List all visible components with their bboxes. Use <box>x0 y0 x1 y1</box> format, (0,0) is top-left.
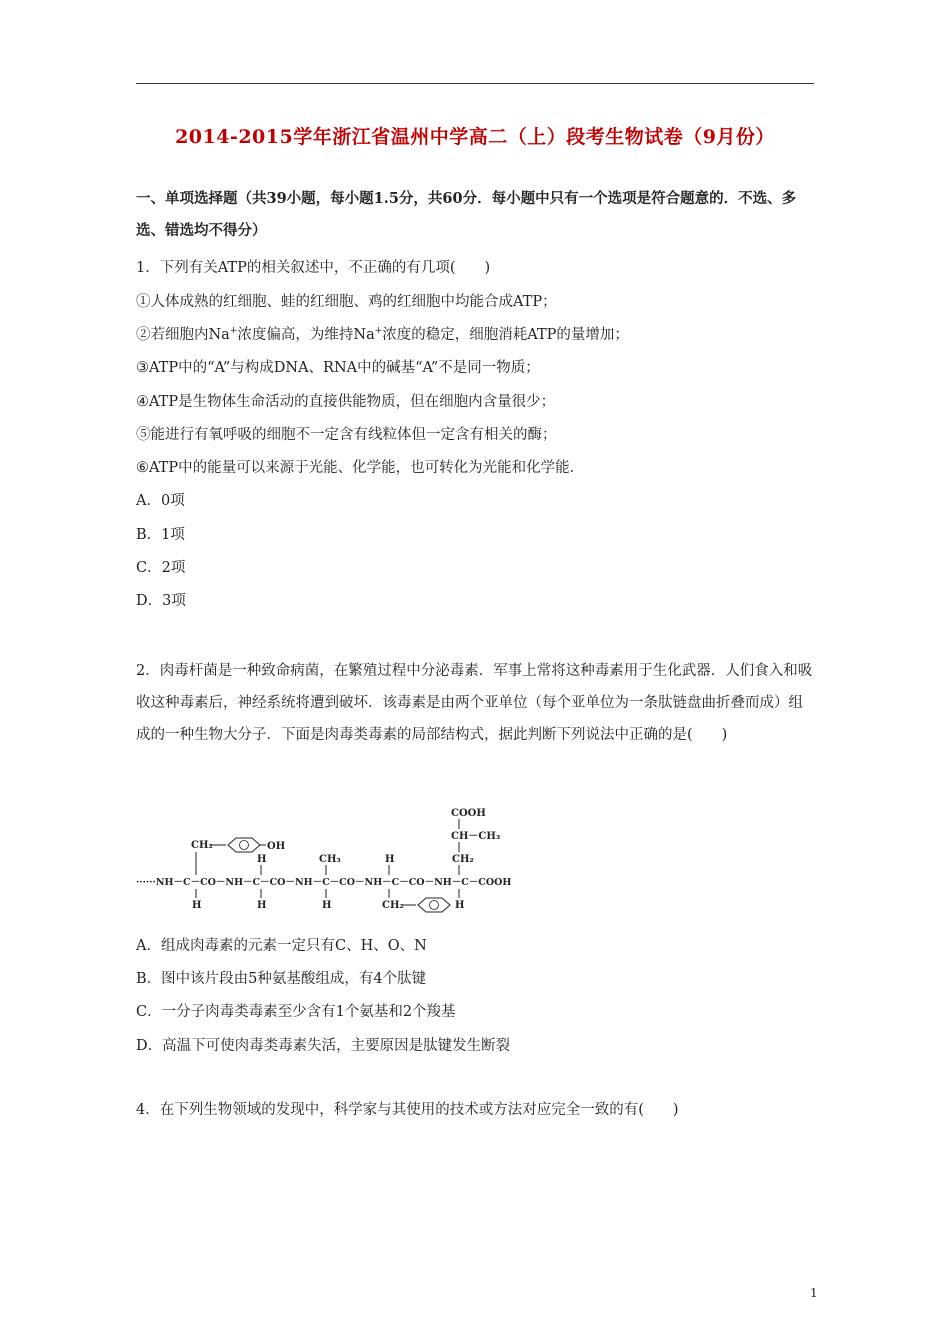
q1-option-a: A．0项 <box>136 493 185 509</box>
formula-main-chain: ······NH－C－CO－NH－C－CO－NH－C－CO－NH－C－CO－NH－C－COOH <box>136 877 512 888</box>
page-number: 1 <box>810 1286 818 1300</box>
formula-h-5-bottom: H <box>455 900 465 911</box>
q2-option-a: A．组成肉毒素的元素一定只有C、H、O、N <box>136 938 427 954</box>
q4-stem: 4．在下列生物领域的发现中，科学家与其使用的技术或方法对应完全一致的有( ) <box>136 1102 679 1118</box>
formula-r1-ch2: CH₂ <box>191 840 213 851</box>
formula-h-2-bottom: H <box>257 900 267 911</box>
q1-statement-4: ④ATP是生物体生命活动的直接供能物质，但在细胞内含量很少； <box>136 394 556 410</box>
q1-stem: 1．下列有关ATP的相关叙述中，不正确的有几项( ) <box>136 260 491 276</box>
q1-statement-3: ③ATP中的“A”与构成DNA、RNA中的碱基“A”不是同一物质； <box>136 360 540 376</box>
formula-oh: OH <box>267 841 286 852</box>
formula-h-1-bottom: H <box>192 900 202 911</box>
page-title: 2014-2015学年浙江省温州中学高二（上）段考生物试卷（9月份） <box>175 126 775 148</box>
q2-stem: 2．肉毒杆菌是一种致命病菌，在繁殖过程中分泌毒素．军事上常将这种毒素用于生化武器．人们食入和吸收这种毒素后，神经系统将遭到破坏．该毒素是由两个亚单位（每个亚单位为一条肽链盘曲折叠而成）组成的一种生物大分子．下面是肉毒类毒素的局部结构式，据此判断下列说法中正确的是( ) <box>136 663 813 743</box>
q2-option-b: B．图中该片段由5种氨基酸组成，有4个肽键 <box>136 971 427 987</box>
q1-option-b: B．1项 <box>136 527 185 543</box>
formula-h-2-top: H <box>257 854 267 865</box>
q1-statement-2: ②若细胞内Na+浓度偏高，为维持Na+浓度的稳定，细胞消耗ATP的量增加； <box>136 326 629 343</box>
section-header: 一、单项选择题（共39小题，每小题1.5分，共60分．每小题中只有一个选项是符合题意的．不选、多选、错选均不得分） <box>136 190 797 239</box>
q1-statement-6: ⑥ATP中的能量可以来源于光能、化学能，也可转化为光能和化学能． <box>136 460 585 476</box>
formula-ch2-5: CH₂ <box>452 854 474 865</box>
formula-ch-ch3: CH－CH₃ <box>451 831 501 842</box>
formula-h-3-bottom: H <box>322 900 332 911</box>
phenyl-ring-icon <box>418 898 450 912</box>
q2-option-c: C．一分子肉毒类毒素至少含有1个氨基和2个羧基 <box>136 1004 456 1020</box>
q1-option-c: C．2项 <box>136 560 186 576</box>
q1-option-d: D．3项 <box>136 593 186 609</box>
q1-statement-5: ⑤能进行有氧呼吸的细胞不一定含有线粒体但一定含有相关的酶； <box>136 427 557 443</box>
benzene-ring-icon <box>228 838 260 852</box>
q1-statement-1: ①人体成熟的红细胞、蛙的红细胞、鸡的红细胞中均能合成ATP； <box>136 294 557 310</box>
q2-option-d: D．高温下可使肉毒类毒素失活，主要原因是肽键发生断裂 <box>136 1038 511 1054</box>
formula-h-4-top: H <box>385 854 395 865</box>
header-rule <box>136 83 814 84</box>
formula-ch3: CH₃ <box>319 854 341 865</box>
peptide-structure-figure <box>136 802 516 927</box>
formula-side-cooh: COOH <box>451 808 486 819</box>
formula-r4-ch2: CH₂ <box>382 900 404 911</box>
